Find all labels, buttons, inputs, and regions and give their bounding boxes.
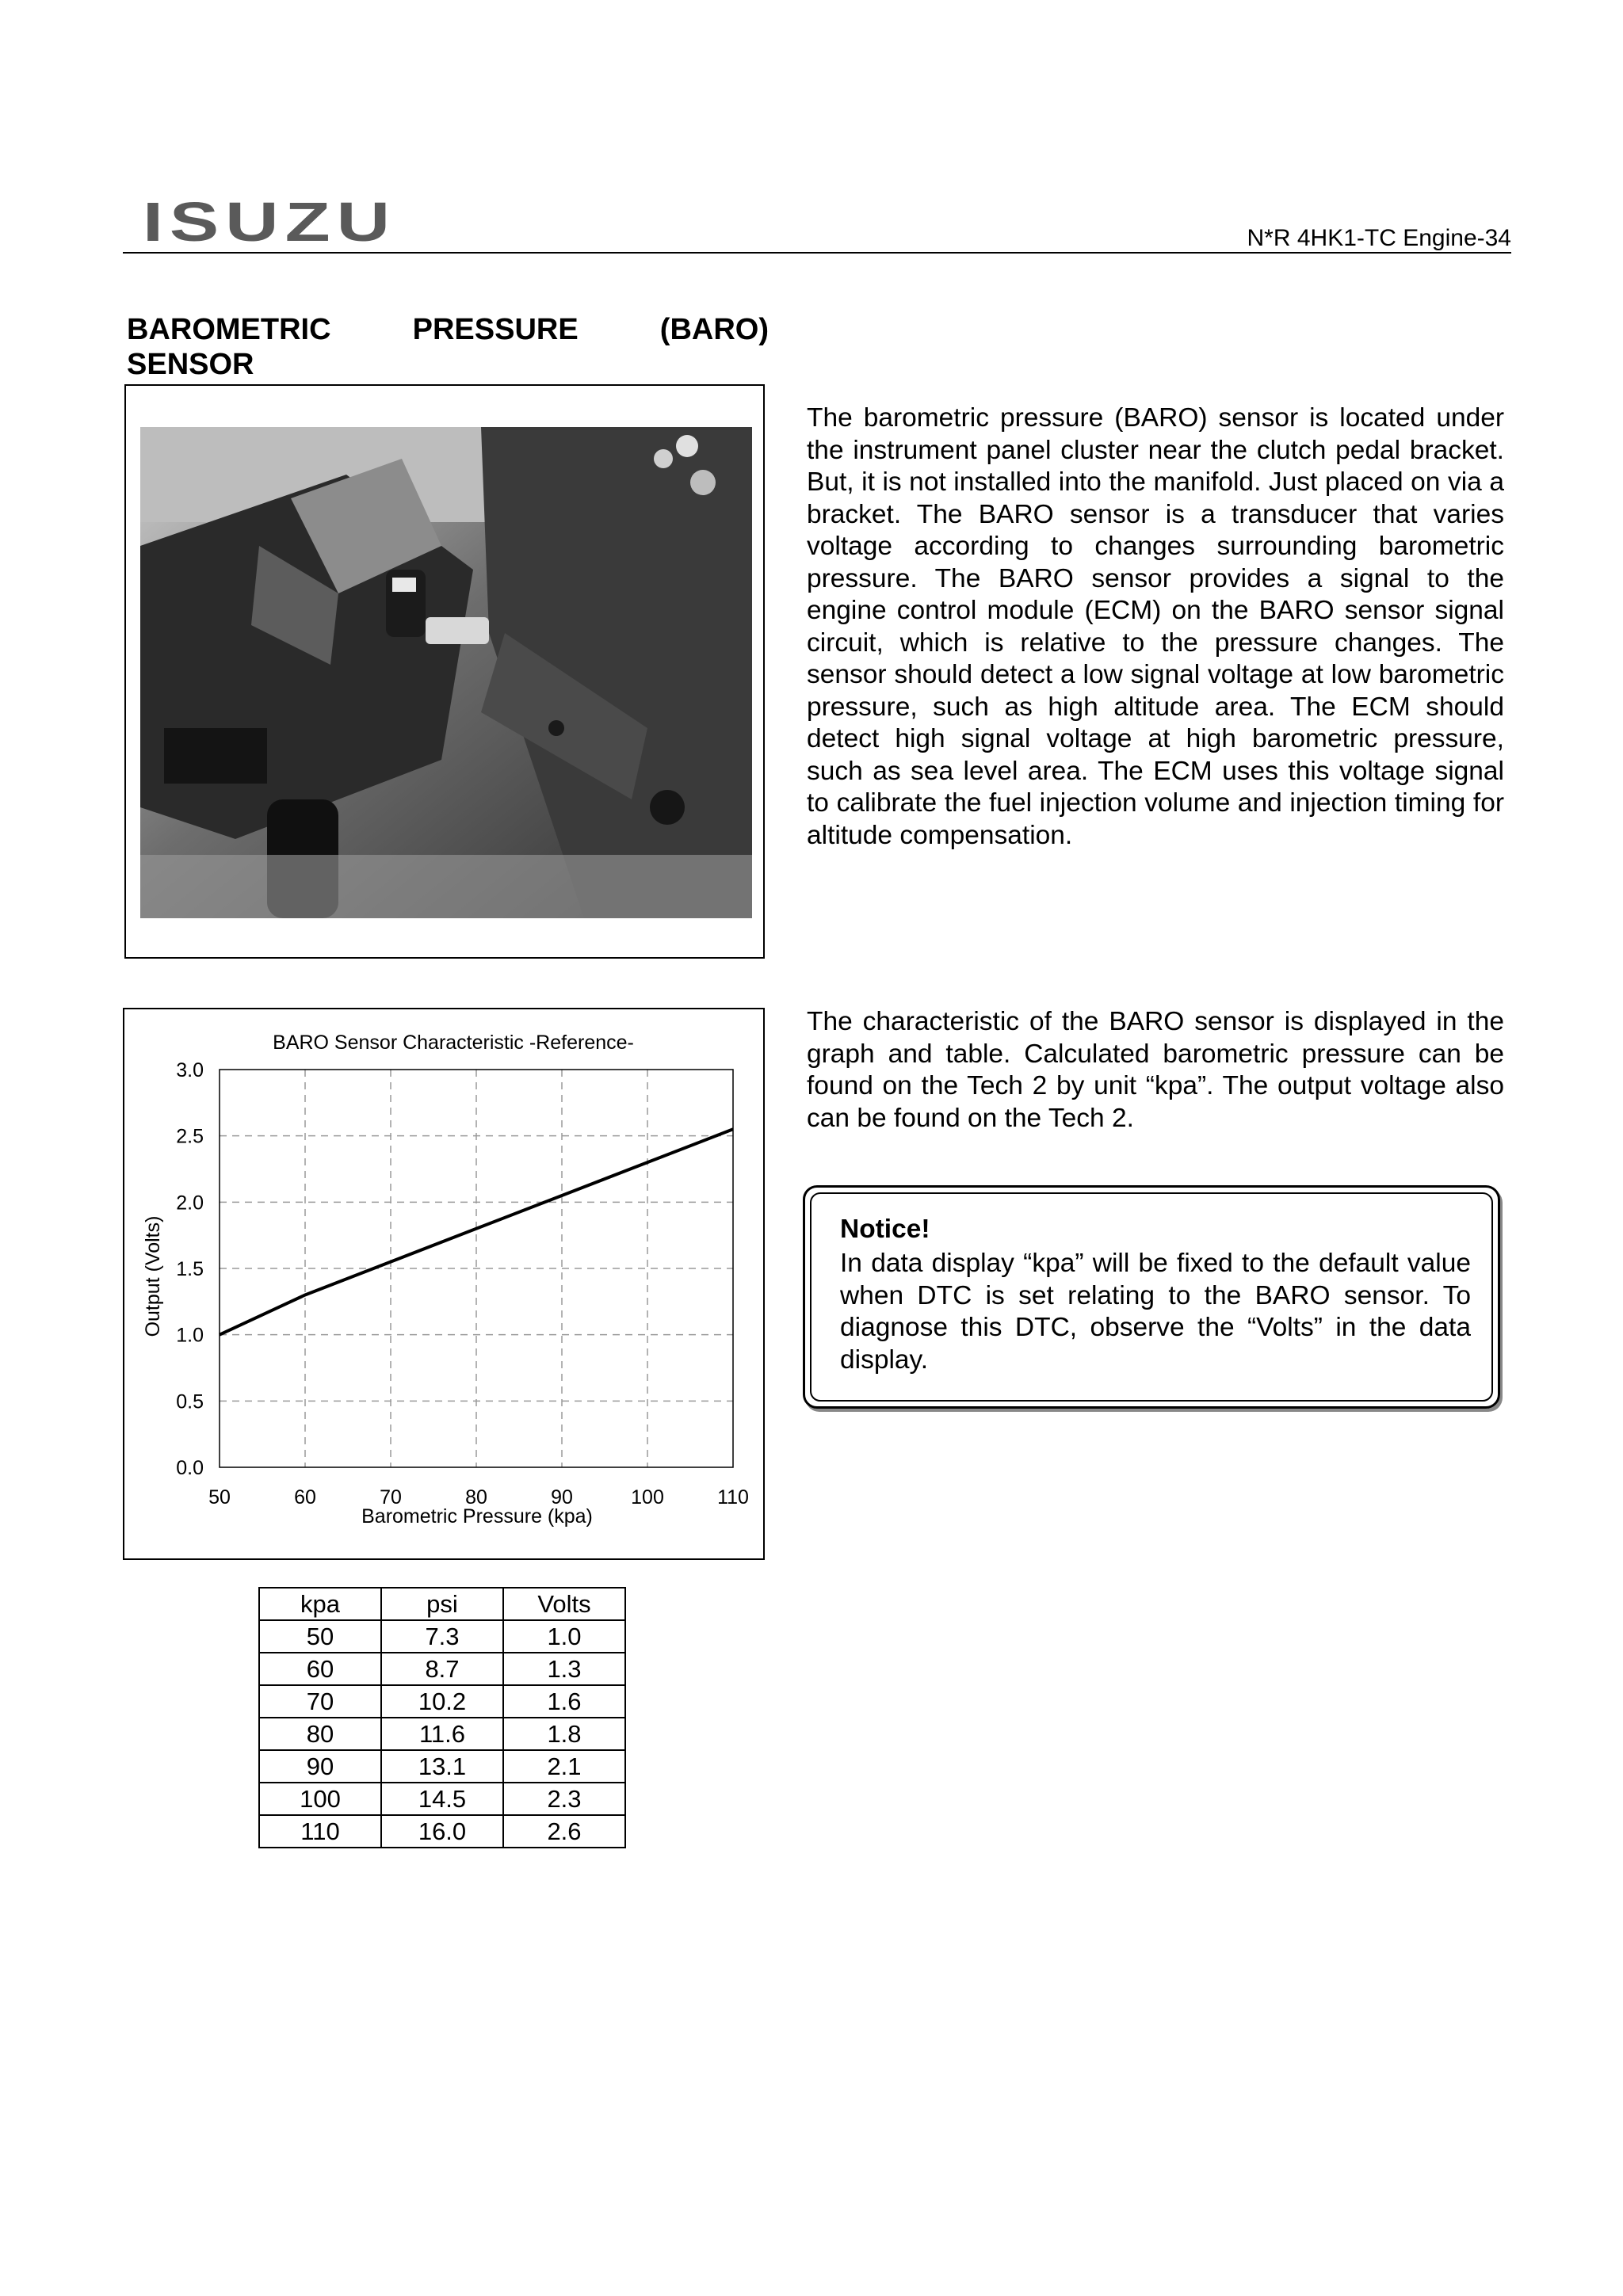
logo-text: ISUZU xyxy=(143,196,396,246)
baro-chart xyxy=(124,1009,763,1558)
table-cell: 2.6 xyxy=(503,1815,625,1848)
x-tick-label: 100 xyxy=(631,1486,664,1508)
table-cell: 8.7 xyxy=(381,1653,503,1685)
y-tick-label: 2.0 xyxy=(176,1192,204,1215)
table-header-row xyxy=(259,1588,625,1620)
table-cell: 80 xyxy=(259,1718,381,1750)
y-tick-labels xyxy=(176,1059,204,1479)
header-rule xyxy=(123,252,1511,254)
notice-title: Notice! xyxy=(840,1215,930,1244)
table-cell: 110 xyxy=(259,1815,381,1848)
table-cell: 60 xyxy=(259,1653,381,1685)
table-cell: 14.5 xyxy=(381,1783,503,1815)
table-cell: 70 xyxy=(259,1685,381,1718)
chart-frame xyxy=(123,1008,765,1560)
x-tick-label: 90 xyxy=(551,1486,573,1508)
table-cell: 16.0 xyxy=(381,1815,503,1848)
notice-inner-border xyxy=(810,1192,1493,1402)
intro-paragraph: The barometric pressure (BARO) sensor is located under the instrument panel cluster near the clutch pedal bracket. But, it is not installed into the manifold. Just placed on via a bracket. The BARO sensor is a transducer that varies voltage according to changes surrounding barometric pressure. The BARO sensor provides a signal to the engine control module (ECM) on the BARO sensor signal circuit, which is relative to the pressure changes. The sensor should detect a low signal voltage at low barometric pressure, such as high altitude area. The ECM should detect high signal voltage at high barometric pressure, such as sea level area. The ECM uses this voltage signal to calibrate the fuel injection volume and injection timing for altitude compensation. xyxy=(807,403,1504,850)
table-header-cell: Volts xyxy=(503,1588,625,1620)
section-title: BAROMETRIC PRESSURE (BARO) xyxy=(127,313,769,346)
y-tick-label: 0.0 xyxy=(176,1457,204,1479)
table-cell: 11.6 xyxy=(381,1718,503,1750)
table-cell: 2.1 xyxy=(503,1750,625,1783)
table-cell: 90 xyxy=(259,1750,381,1783)
y-tick-label: 2.5 xyxy=(176,1125,204,1148)
y-tick-label: 1.5 xyxy=(176,1258,204,1280)
table-cell: 1.8 xyxy=(503,1718,625,1750)
table-row xyxy=(259,1718,625,1750)
chart-title: BARO Sensor Characteristic -Reference- xyxy=(273,1032,634,1054)
notice-box xyxy=(803,1185,1500,1409)
isuzu-logo xyxy=(143,196,396,246)
x-tick-label: 110 xyxy=(717,1486,749,1508)
x-tick-label: 70 xyxy=(380,1486,402,1508)
table-row xyxy=(259,1653,625,1685)
x-tick-label: 50 xyxy=(208,1486,231,1508)
x-axis-label: Barometric Pressure (kpa) xyxy=(361,1505,593,1527)
table-row xyxy=(259,1750,625,1783)
y-axis-label: Output (Volts) xyxy=(142,1215,164,1337)
y-tick-label: 0.5 xyxy=(176,1390,204,1413)
table-header-cell: kpa xyxy=(259,1588,381,1620)
x-tick-label: 60 xyxy=(294,1486,316,1508)
table-cell: 50 xyxy=(259,1620,381,1653)
page-reference: N*R 4HK1-TC Engine-34 xyxy=(1247,225,1511,251)
table-cell: 2.3 xyxy=(503,1783,625,1815)
table-row xyxy=(259,1685,625,1718)
table-row xyxy=(259,1815,625,1848)
baro-sensor-photo xyxy=(140,427,752,918)
characteristic-table xyxy=(258,1587,626,1848)
chart-grid xyxy=(220,1070,733,1467)
table-cell: 10.2 xyxy=(381,1685,503,1718)
photo-frame xyxy=(124,384,765,959)
table-cell: 1.6 xyxy=(503,1685,625,1718)
table-row xyxy=(259,1620,625,1653)
y-tick-label: 3.0 xyxy=(176,1059,204,1081)
table-header-cell: psi xyxy=(381,1588,503,1620)
table-cell: 7.3 xyxy=(381,1620,503,1653)
table-cell: 13.1 xyxy=(381,1750,503,1783)
table-cell: 1.3 xyxy=(503,1653,625,1685)
characteristic-paragraph: The characteristic of the BARO sensor is displayed in the graph and table. Calculated barometric pressure can be found on the Tech 2 by unit “kpa”. The output voltage also can be found on the Tech 2. xyxy=(807,1007,1504,1133)
section-title-line2: SENSOR xyxy=(127,348,254,381)
table-cell: 100 xyxy=(259,1783,381,1815)
x-tick-label: 80 xyxy=(465,1486,487,1508)
notice-body: In data display “kpa” will be fixed to the default value when DTC is set relating to the BARO sensor. To diagnose this DTC, observe the “Volts” in the data display. xyxy=(840,1249,1471,1375)
table-row xyxy=(259,1783,625,1815)
table-cell: 1.0 xyxy=(503,1620,625,1653)
y-tick-label: 1.0 xyxy=(176,1324,204,1347)
